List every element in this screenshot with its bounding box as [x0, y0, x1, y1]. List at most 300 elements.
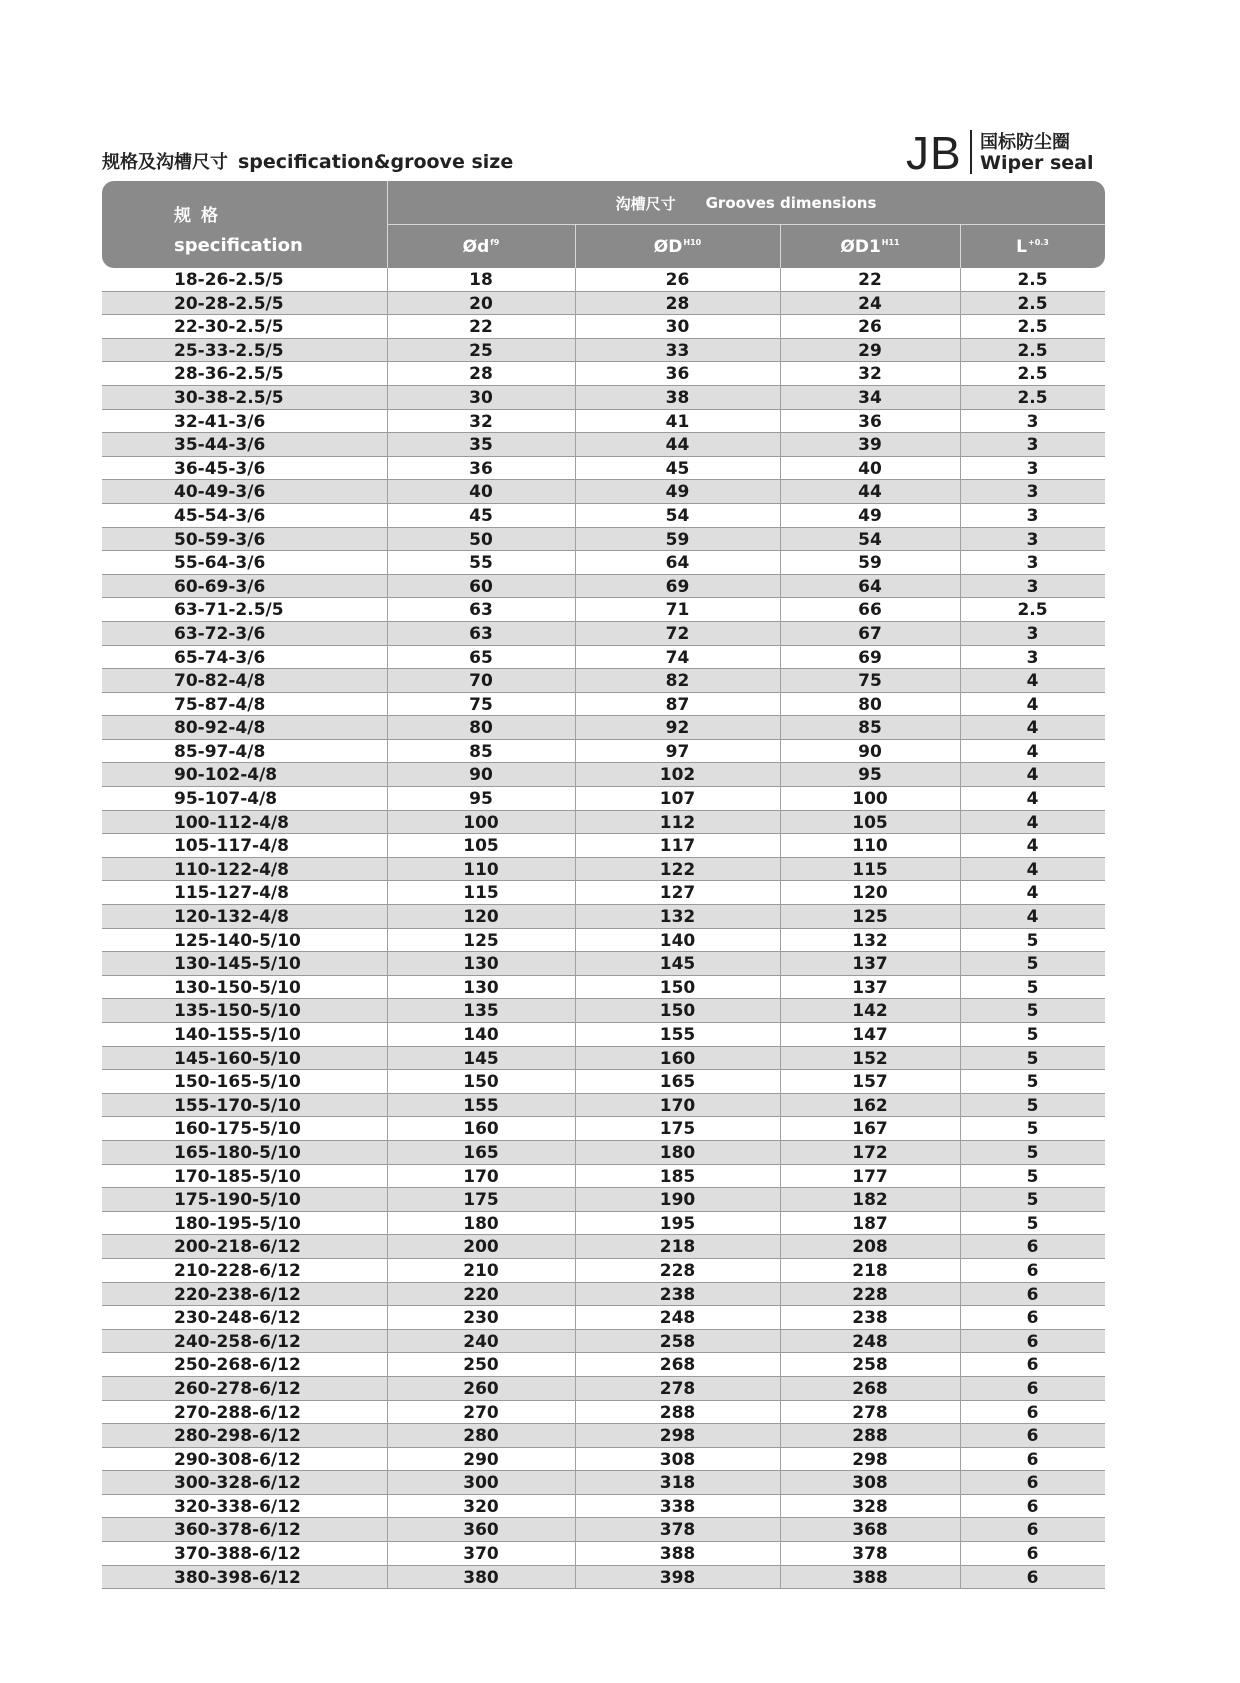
cell-L: 3 [1026, 435, 1039, 456]
cell-d: 65 [469, 647, 493, 668]
cell-D1: 137 [852, 954, 888, 975]
cell-d: 290 [463, 1449, 499, 1470]
cell-D1: 368 [852, 1520, 888, 1541]
cell-D1: 69 [858, 647, 882, 668]
table-row [102, 1259, 1105, 1283]
cell-spec: 18-26-2.5/5 [174, 270, 284, 290]
cell-L: 5 [1026, 1001, 1039, 1022]
cell-L: 5 [1026, 1119, 1039, 1140]
cell-D: 54 [665, 505, 690, 526]
cell-D1: 388 [852, 1567, 888, 1588]
header-groove-en: Grooves dimensions [705, 194, 877, 212]
table-row [102, 834, 1105, 858]
cell-D1: 75 [858, 671, 882, 692]
cell-L: 4 [1026, 741, 1039, 762]
table-row [102, 1023, 1105, 1047]
table-row [102, 551, 1105, 575]
cell-L: 4 [1026, 812, 1039, 833]
cell-D1: 137 [852, 977, 888, 998]
cell-spec: 110-122-4/8 [174, 859, 289, 880]
cell-L: 6 [1026, 1496, 1039, 1517]
cell-d: 110 [463, 859, 499, 880]
table-row [102, 1188, 1105, 1212]
cell-D: 112 [659, 812, 696, 833]
cell-d: 35 [469, 435, 493, 456]
cell-spec: 165-180-5/10 [174, 1142, 301, 1163]
header-col-L-tolerance: +0.3 [1027, 238, 1049, 247]
cell-spec: 240-258-6/12 [174, 1331, 301, 1352]
body-col-divider [575, 268, 576, 1589]
cell-D: 132 [659, 907, 696, 928]
cell-spec: 30-38-2.5/5 [174, 387, 284, 408]
table-row [102, 763, 1105, 787]
cell-D: 145 [659, 954, 696, 975]
cell-D: 278 [659, 1378, 696, 1399]
cell-L: 5 [1026, 1025, 1039, 1045]
cell-d: 90 [469, 765, 493, 786]
cell-D: 268 [659, 1355, 696, 1376]
cell-d: 270 [463, 1402, 499, 1423]
cell-L: 6 [1026, 1426, 1039, 1447]
cell-spec: 270-288-6/12 [174, 1402, 301, 1423]
table-row [102, 999, 1105, 1023]
title-cn: 规格及沟槽尺寸 [102, 152, 228, 173]
header-col-D-label: ØD [653, 236, 683, 257]
header-col-d [387, 225, 575, 268]
cell-spec: 260-278-6/12 [174, 1378, 301, 1399]
cell-D: 258 [659, 1331, 696, 1352]
cell-L: 6 [1026, 1331, 1039, 1352]
table-row [102, 1566, 1105, 1590]
table-row [102, 1518, 1105, 1542]
cell-D1: 162 [852, 1095, 888, 1116]
page-title [102, 148, 513, 174]
cell-L: 5 [1026, 1213, 1039, 1234]
cell-L: 3 [1026, 553, 1039, 574]
table-header [102, 181, 1105, 268]
cell-d: 230 [463, 1308, 499, 1329]
cell-d: 200 [463, 1237, 499, 1258]
cell-spec: 130-145-5/10 [174, 954, 301, 975]
cell-d: 180 [463, 1213, 499, 1234]
cell-D: 64 [665, 553, 690, 574]
cell-d: 140 [463, 1025, 499, 1045]
cell-D: 92 [665, 718, 690, 739]
table-row [102, 905, 1105, 929]
table-row [102, 929, 1105, 953]
cell-d: 75 [469, 694, 493, 715]
body-col-divider [387, 268, 388, 1589]
cell-D1: 182 [852, 1190, 888, 1211]
cell-L: 6 [1026, 1567, 1039, 1588]
cell-L: 4 [1026, 694, 1039, 715]
cell-spec: 63-71-2.5/5 [174, 600, 284, 621]
cell-D: 74 [665, 647, 690, 668]
cell-L: 4 [1026, 907, 1039, 928]
cell-D1: 90 [858, 741, 882, 762]
cell-D1: 36 [858, 411, 882, 432]
table-row [102, 410, 1105, 434]
cell-D: 185 [659, 1166, 696, 1187]
cell-L: 4 [1026, 718, 1039, 739]
cell-D: 288 [659, 1402, 696, 1423]
cell-d: 125 [463, 930, 499, 951]
cell-D1: 152 [852, 1048, 888, 1069]
cell-spec: 250-268-6/12 [174, 1355, 301, 1376]
cell-L: 2.5 [1017, 270, 1048, 290]
cell-D: 102 [659, 765, 696, 786]
cell-D1: 208 [852, 1237, 888, 1258]
table-row [102, 433, 1105, 457]
table-row [102, 504, 1105, 528]
body-col-divider [960, 268, 961, 1589]
table-row [102, 362, 1105, 386]
cell-spec: 105-117-4/8 [174, 836, 289, 857]
cell-D: 44 [665, 435, 690, 456]
cell-d: 160 [463, 1119, 499, 1140]
cell-D: 87 [665, 694, 690, 715]
cell-L: 6 [1026, 1449, 1039, 1470]
cell-d: 30 [469, 387, 493, 408]
cell-D: 150 [659, 977, 696, 998]
cell-L: 5 [1026, 1048, 1039, 1069]
cell-spec: 85-97-4/8 [174, 741, 266, 762]
title-en: specification&groove size [238, 151, 514, 173]
table-row [102, 315, 1105, 339]
cell-D1: 228 [852, 1284, 888, 1305]
cell-d: 60 [469, 576, 493, 597]
cell-D1: 54 [858, 529, 882, 550]
cell-d: 250 [463, 1355, 499, 1376]
cell-L: 6 [1026, 1355, 1039, 1376]
table-row [102, 457, 1105, 481]
cell-D: 175 [659, 1119, 696, 1140]
table-row [102, 386, 1105, 410]
cell-D: 72 [665, 623, 690, 644]
cell-D: 30 [665, 317, 690, 338]
cell-L: 4 [1026, 836, 1039, 857]
table-row [102, 811, 1105, 835]
table-row [102, 1448, 1105, 1472]
cell-D: 248 [659, 1308, 696, 1329]
cell-L: 2.5 [1017, 364, 1048, 385]
cell-L: 5 [1026, 1190, 1039, 1211]
cell-D: 398 [659, 1567, 696, 1588]
cell-d: 70 [469, 671, 493, 692]
cell-D: 28 [665, 293, 690, 314]
cell-D1: 26 [858, 317, 882, 338]
cell-d: 130 [463, 954, 499, 975]
cell-D: 318 [659, 1473, 696, 1494]
cell-D: 170 [659, 1095, 696, 1116]
cell-D1: 34 [858, 387, 882, 408]
cell-L: 2.5 [1017, 340, 1048, 361]
cell-L: 3 [1026, 529, 1039, 550]
cell-spec: 130-150-5/10 [174, 977, 301, 998]
table-row [102, 622, 1105, 646]
cell-D: 36 [665, 364, 690, 385]
cell-D1: 328 [852, 1496, 888, 1517]
cell-D1: 49 [858, 505, 882, 526]
cell-D: 33 [665, 340, 690, 361]
cell-D1: 24 [858, 293, 882, 314]
cell-L: 5 [1026, 1095, 1039, 1116]
header-groove-group [387, 181, 1105, 225]
cell-D1: 218 [852, 1260, 888, 1281]
cell-d: 360 [463, 1520, 499, 1541]
cell-spec: 320-338-6/12 [174, 1496, 301, 1517]
cell-D: 49 [665, 482, 690, 503]
cell-L: 6 [1026, 1520, 1039, 1541]
cell-D: 26 [665, 270, 690, 290]
cell-d: 63 [469, 623, 493, 644]
cell-d: 63 [469, 600, 493, 621]
cell-D1: 248 [852, 1331, 888, 1352]
cell-d: 50 [469, 529, 493, 550]
cell-d: 115 [463, 883, 499, 904]
cell-D1: 177 [852, 1166, 888, 1187]
table-row [102, 598, 1105, 622]
brand-code: JB [906, 127, 962, 179]
cell-L: 6 [1026, 1237, 1039, 1258]
cell-d: 22 [469, 317, 493, 338]
cell-d: 380 [463, 1567, 499, 1588]
cell-D: 165 [659, 1072, 696, 1093]
header-spec-cn: 规格 [174, 205, 228, 226]
cell-D1: 39 [858, 435, 882, 456]
cell-D1: 187 [852, 1213, 888, 1234]
cell-D: 140 [659, 930, 696, 951]
cell-spec: 175-190-5/10 [174, 1190, 301, 1211]
table-row [102, 292, 1105, 316]
cell-D: 69 [665, 576, 690, 597]
cell-D1: 157 [852, 1072, 888, 1093]
header-col-D [575, 225, 780, 268]
cell-D1: 105 [852, 812, 888, 833]
cell-spec: 32-41-3/6 [174, 411, 266, 432]
cell-D1: 268 [852, 1378, 888, 1399]
table-row [102, 1094, 1105, 1118]
cell-L: 2.5 [1017, 387, 1048, 408]
cell-D: 218 [659, 1237, 696, 1258]
cell-spec: 95-107-4/8 [174, 789, 278, 810]
cell-D1: 147 [852, 1025, 888, 1045]
cell-spec: 36-45-3/6 [174, 458, 266, 479]
cell-L: 6 [1026, 1260, 1039, 1281]
table-row [102, 787, 1105, 811]
cell-L: 3 [1026, 505, 1039, 526]
cell-D: 338 [659, 1496, 696, 1517]
cell-L: 6 [1026, 1473, 1039, 1494]
cell-D1: 378 [852, 1544, 888, 1565]
cell-d: 100 [463, 812, 499, 833]
cell-D1: 40 [858, 458, 882, 479]
header-col-D-tolerance: H10 [683, 238, 702, 247]
cell-d: 370 [463, 1544, 499, 1565]
cell-D1: 100 [852, 789, 888, 810]
cell-D: 228 [659, 1260, 696, 1281]
cell-spec: 370-388-6/12 [174, 1544, 301, 1565]
cell-d: 85 [469, 741, 493, 762]
cell-spec: 22-30-2.5/5 [174, 317, 284, 338]
cell-L: 5 [1026, 930, 1039, 951]
cell-D1: 95 [858, 765, 882, 786]
table-row [102, 1471, 1105, 1495]
table-row [102, 881, 1105, 905]
table-row [102, 976, 1105, 1000]
cell-D1: 66 [858, 600, 882, 621]
table-row [102, 693, 1105, 717]
cell-D: 71 [665, 600, 690, 621]
brand-name-cn: 国标防尘圈 [980, 132, 1070, 153]
cell-spec: 50-59-3/6 [174, 529, 266, 550]
cell-d: 120 [463, 907, 499, 928]
header-col-d-tolerance: f9 [490, 238, 500, 247]
cell-L: 5 [1026, 1072, 1039, 1093]
cell-d: 170 [463, 1166, 499, 1187]
cell-d: 36 [469, 458, 493, 479]
cell-L: 5 [1026, 1166, 1039, 1187]
table-row [102, 1283, 1105, 1307]
cell-D: 388 [659, 1544, 696, 1565]
cell-spec: 300-328-6/12 [174, 1473, 301, 1494]
cell-spec: 40-49-3/6 [174, 482, 266, 503]
cell-d: 135 [463, 1001, 499, 1022]
cell-D: 238 [659, 1284, 696, 1305]
body-col-divider [780, 268, 781, 1589]
cell-L: 3 [1026, 482, 1039, 503]
cell-D1: 120 [852, 883, 888, 904]
cell-L: 6 [1026, 1284, 1039, 1305]
header-col-d-label: Ød [462, 236, 490, 257]
cell-spec: 20-28-2.5/5 [174, 293, 284, 314]
cell-L: 5 [1026, 954, 1039, 975]
table-row [102, 528, 1105, 552]
cell-spec: 210-228-6/12 [174, 1260, 301, 1281]
header-groove-cn: 沟槽尺寸 [615, 194, 676, 213]
header-col-D1-tolerance: H11 [881, 238, 900, 247]
cell-D: 190 [659, 1190, 696, 1211]
brand-name-en: Wiper seal [980, 152, 1094, 174]
cell-L: 4 [1026, 765, 1039, 786]
cell-spec: 28-36-2.5/5 [174, 364, 284, 385]
cell-spec: 160-175-5/10 [174, 1119, 301, 1140]
cell-D: 41 [665, 411, 690, 432]
cell-spec: 150-165-5/10 [174, 1072, 301, 1093]
cell-d: 32 [469, 411, 493, 432]
cell-D1: 67 [858, 623, 882, 644]
table-row [102, 740, 1105, 764]
cell-d: 150 [463, 1072, 499, 1093]
cell-D1: 125 [852, 907, 888, 928]
cell-d: 280 [463, 1426, 499, 1447]
cell-D1: 298 [852, 1449, 888, 1470]
cell-d: 210 [463, 1260, 499, 1281]
cell-D1: 80 [858, 694, 882, 715]
table-row [102, 1235, 1105, 1259]
cell-spec: 155-170-5/10 [174, 1095, 301, 1116]
cell-L: 4 [1026, 671, 1039, 692]
table-row [102, 1330, 1105, 1354]
cell-spec: 140-155-5/10 [174, 1025, 301, 1045]
cell-spec: 35-44-3/6 [174, 435, 266, 456]
cell-D: 97 [665, 741, 690, 762]
cell-spec: 75-87-4/8 [174, 694, 266, 715]
cell-L: 6 [1026, 1378, 1039, 1399]
table-row [102, 952, 1105, 976]
cell-spec: 360-378-6/12 [174, 1520, 301, 1541]
table-row [102, 1377, 1105, 1401]
table-row [102, 1047, 1105, 1071]
cell-d: 175 [463, 1190, 499, 1211]
cell-L: 6 [1026, 1544, 1039, 1565]
table-row [102, 646, 1105, 670]
cell-spec: 135-150-5/10 [174, 1001, 301, 1022]
cell-spec: 290-308-6/12 [174, 1449, 301, 1470]
cell-spec: 55-64-3/6 [174, 553, 266, 574]
cell-L: 4 [1026, 883, 1039, 904]
cell-D: 59 [665, 529, 690, 550]
table-row [102, 858, 1105, 882]
cell-d: 105 [463, 836, 499, 857]
cell-D: 122 [659, 859, 696, 880]
cell-D1: 59 [858, 553, 882, 574]
table-row [102, 1212, 1105, 1236]
cell-spec: 90-102-4/8 [174, 765, 278, 786]
cell-D1: 278 [852, 1402, 888, 1423]
cell-D1: 172 [852, 1142, 888, 1163]
cell-spec: 63-72-3/6 [174, 623, 266, 644]
cell-D: 298 [659, 1426, 696, 1447]
cell-spec: 25-33-2.5/5 [174, 340, 284, 361]
cell-D: 378 [659, 1520, 696, 1541]
cell-L: 5 [1026, 1142, 1039, 1163]
cell-spec: 125-140-5/10 [174, 930, 301, 951]
cell-L: 3 [1026, 411, 1039, 432]
cell-L: 2.5 [1017, 317, 1048, 338]
cell-spec: 380-398-6/12 [174, 1567, 301, 1588]
cell-L: 4 [1026, 859, 1039, 880]
table-row [102, 1542, 1105, 1566]
cell-d: 40 [469, 482, 493, 503]
cell-D: 155 [659, 1025, 696, 1045]
table-row [102, 1070, 1105, 1094]
cell-spec: 65-74-3/6 [174, 647, 266, 668]
table-row [102, 339, 1105, 363]
cell-d: 240 [463, 1331, 499, 1352]
header-col-L [960, 225, 1105, 268]
cell-D: 308 [659, 1449, 696, 1470]
cell-D1: 288 [852, 1426, 888, 1447]
cell-d: 155 [463, 1095, 499, 1116]
cell-spec: 115-127-4/8 [174, 883, 289, 904]
cell-D1: 22 [858, 270, 882, 290]
cell-D: 82 [665, 671, 690, 692]
cell-D1: 258 [852, 1355, 888, 1376]
cell-D1: 132 [852, 930, 888, 951]
cell-spec: 230-248-6/12 [174, 1308, 301, 1329]
brand-divider [970, 130, 972, 174]
table-row [102, 1117, 1105, 1141]
header-spec-en: specification [174, 234, 303, 256]
cell-spec: 80-92-4/8 [174, 718, 266, 739]
table-row [102, 716, 1105, 740]
table-row [102, 575, 1105, 599]
cell-d: 320 [463, 1496, 499, 1517]
cell-d: 28 [469, 364, 493, 385]
cell-D: 107 [659, 789, 696, 810]
cell-d: 25 [469, 340, 493, 361]
